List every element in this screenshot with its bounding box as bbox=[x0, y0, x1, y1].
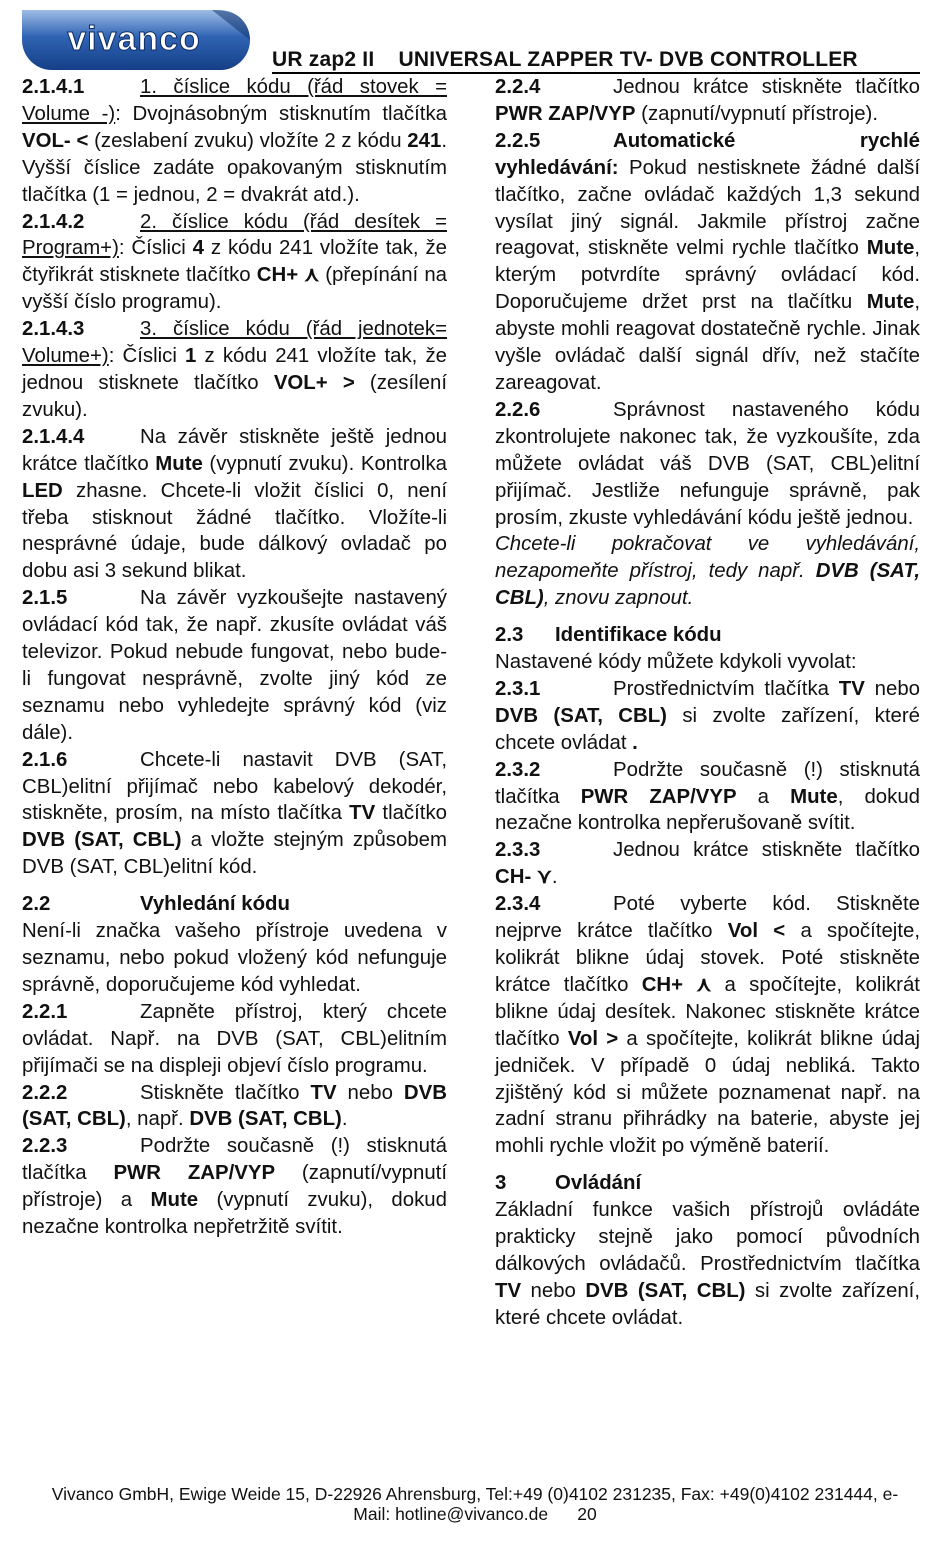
key-name: Mute bbox=[790, 785, 838, 808]
text: a spočítejte, kolikrát blikne údaj stovek. Poté stiskněte krátce tlačítko bbox=[495, 920, 920, 996]
key-name: Mute bbox=[155, 452, 203, 475]
key-name: Mute bbox=[866, 291, 915, 314]
underlined-term: 3. číslice kódu (řád jednotek= Volume+) bbox=[22, 318, 447, 368]
text: , znovu zapnout. bbox=[543, 587, 694, 610]
section-number: 2.2.5 bbox=[495, 129, 541, 152]
text: Chcete-li nastavit DVB (SAT, CBL)elitní přijímač nebo kabelový dekodér, stiskněte, prosím, na místo tlačítka bbox=[22, 748, 447, 825]
text: Pokud nestisknete žádné další tlačítko, začne ovládač každých 1,3 sekund vysílat jiný signál. Jakmile přístroj začne reagovat, stiskněte velmi rychle tlačítko bbox=[495, 156, 920, 260]
key-name: CH+ bbox=[641, 973, 697, 996]
key-name: VOL+ bbox=[273, 371, 343, 394]
key-name: Mute bbox=[150, 1189, 199, 1212]
text: (zapnutí/vypnutí přístroje) a bbox=[22, 1162, 448, 1212]
section-number: 2.3.4 bbox=[495, 893, 541, 916]
volume-down-arrow-icon: < bbox=[773, 920, 786, 943]
section-number: 2.2.6 bbox=[495, 398, 541, 421]
section-title: Vyhledání kódu bbox=[140, 893, 290, 916]
text: . bbox=[341, 1108, 348, 1131]
section-heading-3 bbox=[495, 1170, 920, 1197]
text: Prostřednictvím tlačítka bbox=[613, 677, 839, 700]
text: nebo bbox=[521, 1279, 586, 1302]
channel-up-arrow-icon: ⋏ bbox=[304, 264, 320, 287]
channel-down-arrow-icon: ⋎ bbox=[536, 866, 552, 889]
volume-down-arrow-icon: < bbox=[76, 129, 89, 152]
key-name: PWR ZAP/VYP bbox=[580, 785, 737, 808]
section-number: 2.3.3 bbox=[495, 839, 541, 862]
paragraph-2-1-6 bbox=[22, 747, 447, 882]
text: z kódu 241 vložíte tak, že čtyřikrát stisknete tlačítko bbox=[22, 237, 447, 287]
text: (zapnutí/vypnutí přístroje). bbox=[635, 102, 879, 125]
paragraph-2-3-intro bbox=[495, 649, 920, 676]
paragraph-2-2-intro bbox=[22, 918, 447, 999]
paragraph-2-3-1 bbox=[495, 676, 920, 757]
section-number: 2.3 bbox=[495, 624, 524, 647]
key-name: Vol bbox=[727, 920, 774, 943]
key-name: Mute bbox=[866, 237, 915, 260]
text: nebo bbox=[864, 677, 920, 700]
paragraph-2-3-2 bbox=[495, 757, 920, 838]
text: a spočítejte, kolikrát blikne údaj jedniček. V případě 0 údaj nebliká. Takto zjištěný kód si můžete poznamenat např. na zadní stranu přihrádky na baterie, abyste jej mohli rychle vložit po výměně baterií. bbox=[495, 1027, 921, 1158]
text: , např. bbox=[125, 1108, 190, 1131]
italic-note bbox=[495, 531, 920, 612]
text: , kterým potvrdíte správný ovládací kód. Doporučujeme držet prst na tlačítku bbox=[495, 237, 920, 314]
paragraph-2-1-4-1 bbox=[22, 74, 447, 209]
text: , abyste mohli reagovat dostatečně rychle. Jinak vyšle ovládač další signál dřív, než stačíte zareagovat. bbox=[495, 291, 920, 394]
text: si zvolte zařízení, které chcete ovládat bbox=[495, 704, 920, 754]
text: z kódu 241 vložíte tak, že jednou stisknete tlačítko bbox=[22, 345, 447, 394]
section-number: 2.1.6 bbox=[22, 748, 68, 771]
text: zhasne. Chcete-li vložit číslici 0, není třeba stisknout žádné tlačítko. Vložíte-li nesprávné údaje, bude dálkový ovladač po dobu asi 3 sekund blikat. bbox=[22, 479, 447, 583]
text: Stiskněte tlačítko bbox=[140, 1081, 311, 1104]
section-number: 2.2.3 bbox=[22, 1135, 68, 1158]
paragraph-2-1-4-3 bbox=[22, 316, 447, 424]
key-name: PWR ZAP/VYP bbox=[113, 1162, 276, 1185]
volume-up-arrow-icon: > bbox=[342, 371, 355, 394]
code-value: 241 bbox=[407, 129, 442, 152]
text: , dokud nezačne kontrolka nepřerušovaně svítit. bbox=[495, 785, 920, 835]
text: Základní funkce vašich přístrojů ovládáte prakticky stejně jako pomocí původních dálkových ovládačů. Prostřednictvím tlačítka bbox=[495, 1199, 920, 1275]
section-title: Ovládání bbox=[555, 1172, 642, 1195]
key-name: LED bbox=[22, 479, 63, 502]
text: (zeslabení zvuku) vložíte 2 z kódu bbox=[88, 129, 408, 152]
key-name: TV bbox=[349, 802, 376, 825]
text: si zvolte zařízení, které chcete ovládat. bbox=[495, 1279, 920, 1329]
section-number: 2.1.5 bbox=[22, 587, 68, 610]
section-number: 2.1.4.3 bbox=[22, 318, 85, 341]
paragraph-2-2-6 bbox=[495, 397, 920, 532]
key-name: DVB (SAT, CBL) bbox=[495, 704, 667, 727]
key-name: TV bbox=[310, 1081, 337, 1104]
section-number: 2.2.1 bbox=[22, 1000, 68, 1023]
logo-graphic bbox=[22, 10, 250, 70]
paragraph-2-1-4-4 bbox=[22, 424, 447, 585]
paragraph-2-3-3 bbox=[495, 837, 920, 891]
section-number: 2.3.2 bbox=[495, 758, 541, 781]
section-number: 3 bbox=[495, 1172, 507, 1195]
section-heading-2-2 bbox=[22, 891, 447, 918]
text: (vypnutí zvuku). Kontrolka bbox=[202, 452, 447, 475]
volume-up-arrow-icon: > bbox=[606, 1027, 619, 1050]
paragraph-2-3-4 bbox=[495, 891, 920, 1160]
text: . bbox=[551, 866, 558, 889]
key-name: TV bbox=[838, 677, 865, 700]
left-column bbox=[22, 74, 447, 1241]
text: Nastavené kódy můžete kdykoli vyvolat: bbox=[495, 651, 857, 674]
page-footer bbox=[10, 1484, 940, 1524]
paragraph-2-1-5 bbox=[22, 585, 447, 746]
text: Zapněte přístroj, který chcete ovládat. Např. na DVB (SAT, CBL)elitním přijímači se na displeji objeví číslo programu. bbox=[22, 1000, 447, 1077]
text: tlačítko bbox=[375, 802, 447, 825]
key-name: PWR ZAP/VYP bbox=[495, 102, 636, 125]
channel-up-arrow-icon: ⋏ bbox=[696, 973, 712, 996]
vivanco-logo bbox=[22, 10, 250, 70]
key-name: VOL- bbox=[22, 129, 77, 152]
text: : Číslici bbox=[108, 345, 186, 368]
text: a spočítejte, kolikrát blikne údaj desítek. Nakonec stiskněte krátce tlačítko bbox=[495, 973, 920, 1050]
key-name: DVB (SAT, CBL) bbox=[585, 1279, 746, 1302]
text: (přepínání na vyšší číslo programu). bbox=[22, 264, 447, 314]
text: . bbox=[632, 731, 638, 754]
digit: 4 bbox=[192, 237, 205, 260]
section-number: 2.3.1 bbox=[495, 677, 541, 700]
text: Není-li značka vašeho přístroje uvedena v seznamu, nebo pokud vložený kód nefunguje správně, doporučujeme kód vyhledat. bbox=[22, 920, 447, 996]
text: Podržte současně (!) stisknutá tlačítka bbox=[495, 758, 920, 808]
right-column bbox=[495, 74, 920, 1332]
section-number: 2.1.4.2 bbox=[22, 210, 85, 233]
svg-text:vivanco: vivanco bbox=[67, 20, 201, 58]
key-name: DVB (SAT, CBL) bbox=[22, 829, 182, 852]
text: Na závěr vyzkoušejte nastavený ovládací kód tak, že např. zkusíte ovládat váš televizor. Pokud nebude fungovat, nebo bude-li fungovat nesprávně, zvolte jiný kód ze seznamu nebo vyhledejte správný kód (viz dále). bbox=[22, 587, 447, 744]
section-number: 2.1.4.4 bbox=[22, 425, 85, 448]
footer-contact-page-number: Mail: hotline@vivanco.de 20 bbox=[353, 1504, 597, 1524]
paragraph-2-2-2 bbox=[22, 1080, 447, 1134]
section-number: 2.2 bbox=[22, 893, 51, 916]
digit: 1 bbox=[185, 345, 197, 368]
key-name: TV bbox=[495, 1279, 522, 1302]
text: (vypnutí zvuku), dokud nezačne kontrolka nepřetržitě svítit. bbox=[22, 1189, 447, 1239]
section-title: Identifikace kódu bbox=[555, 624, 722, 647]
text: Chcete-li pokračovat ve vyhledávání, nezapomeňte přístroj, tedy např. bbox=[495, 533, 920, 583]
document-title: UR zap2 II UNIVERSAL ZAPPER TV- DVB CONTROLLER bbox=[272, 48, 920, 74]
text: (zesílení zvuku). bbox=[22, 371, 447, 421]
key-name: CH- bbox=[495, 866, 537, 889]
underlined-term: 2. číslice kódu (řád desítek = Program+) bbox=[22, 210, 447, 260]
text: : Dvojnásobným stisknutím tlačítka bbox=[115, 102, 447, 125]
text: : Číslici bbox=[118, 237, 193, 260]
text: . Vyšší číslice zadáte opakovaným stisknutím tlačítka (1 = jednou, 2 = dvakrát atd.). bbox=[22, 129, 447, 206]
section-heading-2-3 bbox=[495, 622, 920, 649]
text: a vložte stejným způsobem DVB (SAT, CBL)elitní kód. bbox=[22, 829, 447, 879]
paragraph-2-2-4 bbox=[495, 74, 920, 128]
text: Poté vyberte kód. Stiskněte nejprve krátce tlačítko bbox=[495, 893, 920, 943]
section-number: 2.2.4 bbox=[495, 76, 541, 98]
text: Správnost nastaveného kódu zkontrolujete nakonec tak, že vyzkoušíte, zda můžete ovládat váš DVB (SAT, CBL)elitní přijímač. Jestliže nefunguje správně, pak prosím, zkuste vyhledávání kódu ještě jednou. bbox=[495, 398, 920, 529]
paragraph-2-2-3 bbox=[22, 1133, 447, 1241]
section-number: 2.2.2 bbox=[22, 1081, 68, 1104]
text: nebo bbox=[336, 1081, 404, 1104]
key-name: Vol bbox=[567, 1027, 607, 1050]
text: a bbox=[736, 785, 791, 808]
key-name: CH+ bbox=[256, 264, 305, 287]
key-name: DVB (SAT, CBL) bbox=[189, 1108, 342, 1131]
key-name: DVB (SAT, CBL) bbox=[22, 1081, 447, 1131]
section-number: 2.1.4.1 bbox=[22, 76, 85, 98]
paragraph-2-1-4-2 bbox=[22, 209, 447, 317]
key-name: DVB (SAT, CBL) bbox=[495, 560, 920, 610]
text: Podržte současně (!) stisknutá tlačítka bbox=[22, 1135, 447, 1185]
text: Jednou krátce stiskněte tlačítko bbox=[613, 76, 920, 98]
text: Jednou krátce stiskněte tlačítko bbox=[613, 839, 920, 862]
footer-address: Vivanco GmbH, Ewige Weide 15, D-22926 Ahrensburg, Tel:+49 (0)4102 231235, Fax: +49(0)4102 231444, e- bbox=[51, 1484, 899, 1504]
paragraph-2-2-5 bbox=[495, 128, 920, 397]
paragraph-3-intro bbox=[495, 1197, 920, 1332]
text: Na závěr stiskněte ještě jednou krátce tlačítko bbox=[22, 425, 447, 475]
underlined-term: 1. číslice kódu (řád stovek = Volume -) bbox=[22, 76, 447, 125]
paragraph-2-2-1 bbox=[22, 999, 447, 1080]
feature-name: Automatické rychlé vyhledávání: bbox=[495, 129, 920, 179]
